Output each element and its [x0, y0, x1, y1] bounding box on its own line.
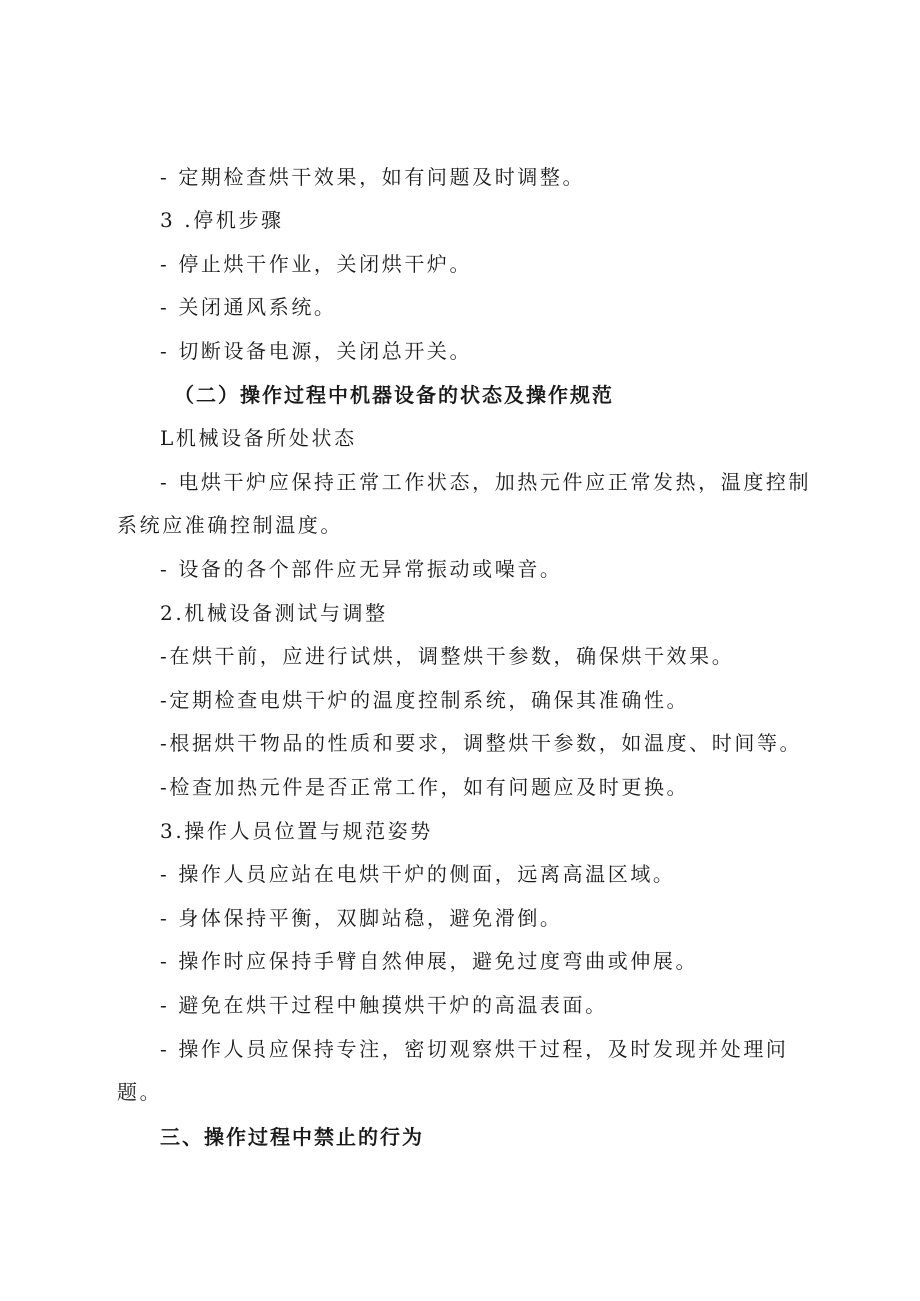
bullet-no-touch-hot-surface: - 避免在烘干过程中触摸烘干炉的高温表面。 — [160, 993, 608, 1017]
bullet-adjust-parameters: -根据烘干物品的性质和要求，调整烘干参数，如温度、时间等。 — [160, 731, 803, 755]
section-heading-prohibited-actions: 三、操作过程中禁止的行为 — [160, 1125, 424, 1149]
bullet-arm-posture: - 操作时应保持手臂自然伸展，避免过度弯曲或伸展。 — [160, 949, 699, 973]
bullet-check-temp-control: -定期检查电烘干炉的温度控制系统，确保其准确性。 — [160, 688, 690, 712]
bullet-stay-focused: - 操作人员应保持专注，密切观察烘干过程，及时发现并处理问 — [160, 1037, 789, 1061]
bullet-keep-balance: - 身体保持平衡，双脚站稳，避免滑倒。 — [160, 906, 563, 930]
section-shutdown-steps: 3 .停机步骤 — [160, 208, 284, 232]
item-operator-position: 3.操作人员位置与规范姿势 — [160, 819, 433, 843]
item-testing-adjustment: 2.机械设备测试与调整 — [160, 601, 388, 625]
bullet-stand-side: - 操作人员应站在电烘干炉的侧面，远离高温区域。 — [160, 862, 676, 886]
bullet-check-drying: - 定期检查烘干效果，如有问题及时调整。 — [160, 165, 586, 189]
subsection-heading-equipment-state: （二）操作过程中机器设备的状态及操作规范 — [174, 383, 614, 407]
bullet-furnace-normal: - 电烘干炉应保持正常工作状态，加热元件应正常发热，温度控制 — [160, 470, 812, 494]
bullet-close-ventilation: - 关闭通风系统。 — [160, 295, 337, 319]
bullet-cut-power: - 切断设备电源，关闭总开关。 — [160, 339, 473, 363]
item-equipment-state: L机械设备所处状态 — [160, 426, 357, 450]
bullet-no-vibration: - 设备的各个部件应无异常振动或噪音。 — [160, 557, 563, 581]
bullet-stay-focused-cont: 题。 — [117, 1080, 163, 1104]
bullet-trial-drying: -在烘干前，应进行试烘，调整烘干参数，确保烘干效果。 — [160, 644, 735, 668]
bullet-check-heating-elements: -检查加热元件是否正常工作，如有问题应及时更换。 — [160, 775, 690, 799]
bullet-stop-drying: - 停止烘干作业，关闭烘干炉。 — [160, 252, 473, 276]
bullet-furnace-normal-cont: 系统应准确控制温度。 — [117, 513, 343, 537]
